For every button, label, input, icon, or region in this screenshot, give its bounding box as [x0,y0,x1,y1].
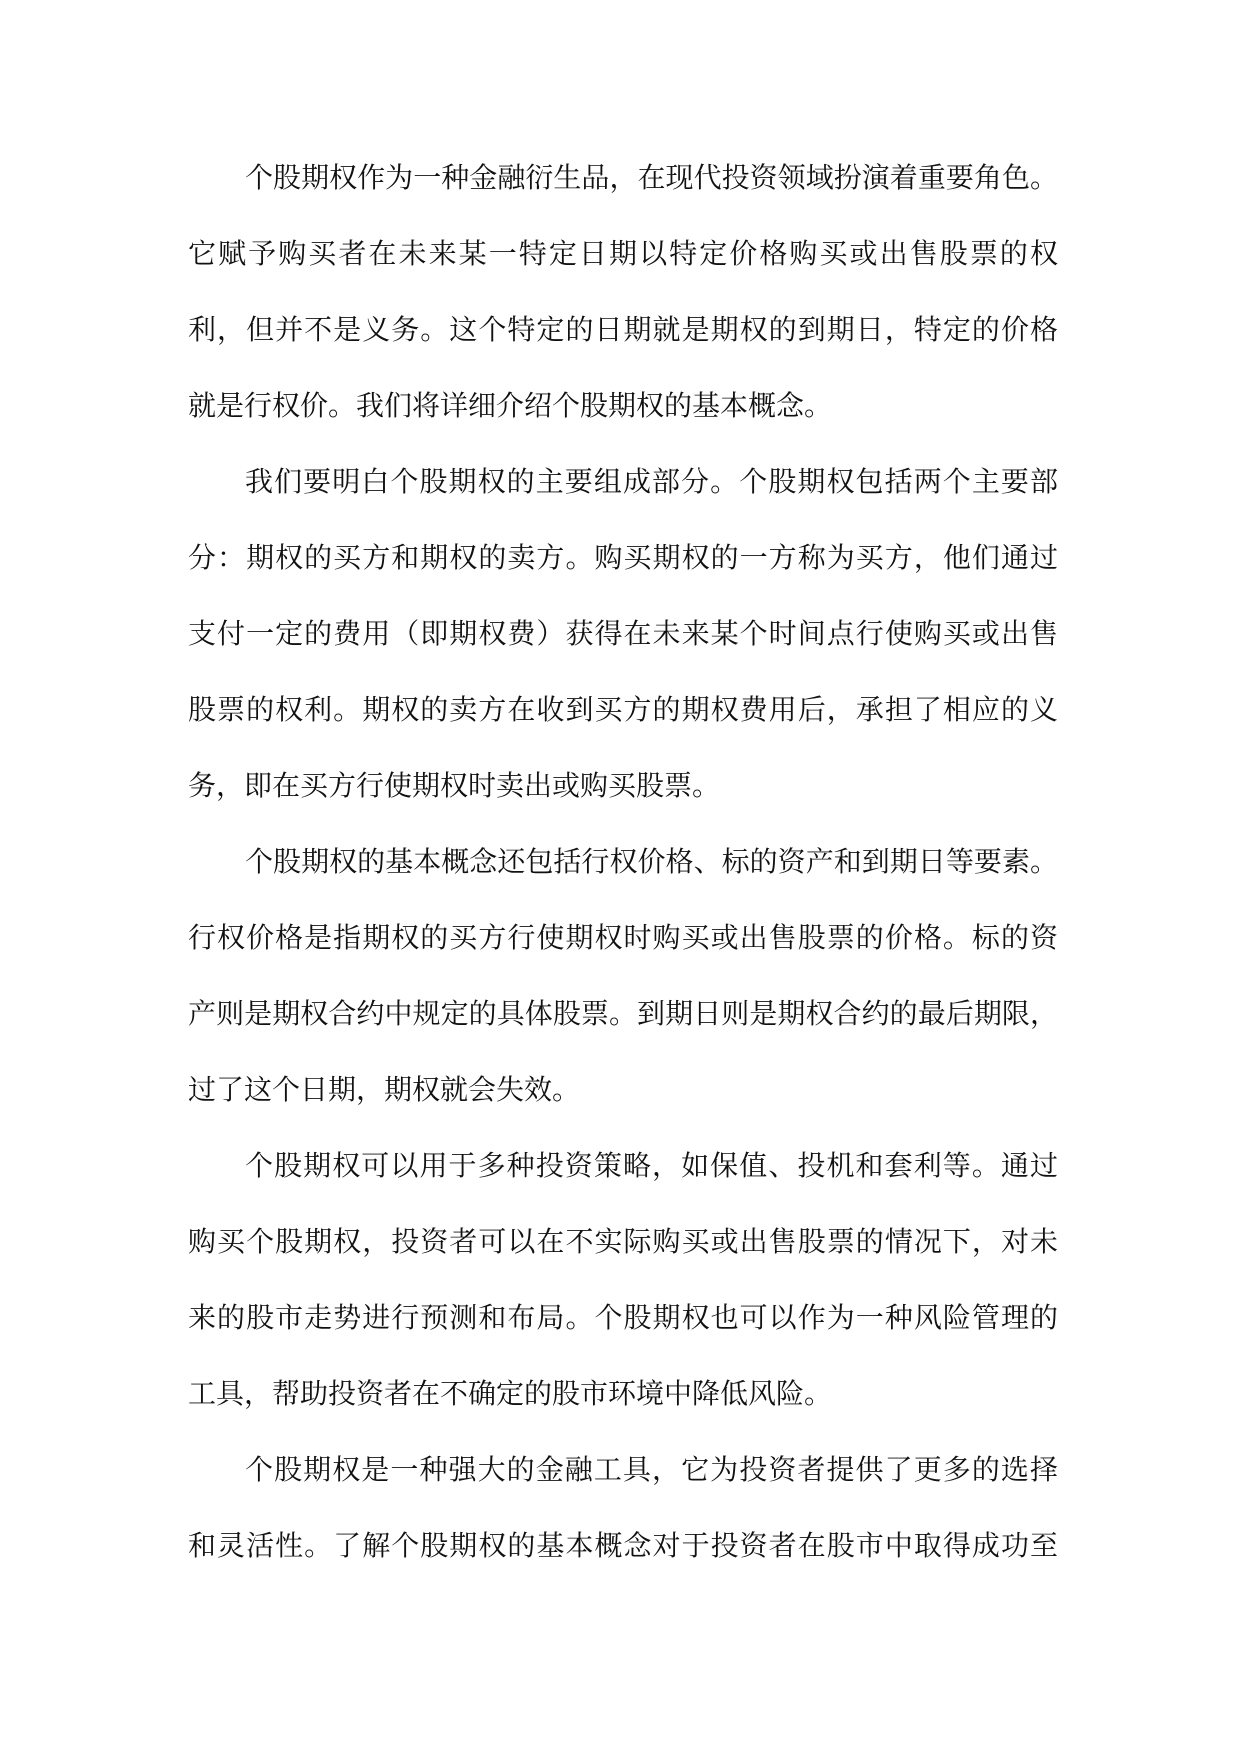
text-line: 来的股市走势进行预测和布局。个股期权也可以作为一种风险管理的 [188,1301,1058,1334]
text-line: 工具，帮助投资者在不确定的股市环境中降低风险。 [188,1377,833,1410]
text-line: 个股期权的基本概念还包括行权价格、标的资产和到期日等要素。 [245,845,1058,878]
text-line: 个股期权是一种强大的金融工具，它为投资者提供了更多的选择 [245,1453,1058,1486]
text-line: 个股期权可以用于多种投资策略，如保值、投机和套利等。通过 [245,1149,1058,1182]
paragraph [188,140,1058,444]
paragraph [188,1432,1058,1584]
paragraph [188,444,1058,824]
text-line: 务，即在买方行使期权时卖出或购买股票。 [188,769,721,802]
text-line: 股票的权利。期权的卖方在收到买方的期权费用后，承担了相应的义 [188,693,1058,726]
paragraph [188,1128,1058,1432]
paragraph [188,824,1058,1128]
text-line: 过了这个日期，期权就会失效。 [188,1073,581,1106]
text-line: 利，但并不是义务。这个特定的日期就是期权的到期日，特定的价格 [188,313,1058,346]
text-line: 和灵活性。了解个股期权的基本概念对于投资者在股市中取得成功至 [188,1529,1058,1562]
document-body [188,140,1058,1584]
text-line: 它赋予购买者在未来某一特定日期以特定价格购买或出售股票的权 [188,237,1058,270]
text-line: 我们要明白个股期权的主要组成部分。个股期权包括两个主要部 [245,465,1058,498]
text-line: 产则是期权合约中规定的具体股票。到期日则是期权合约的最后期限， [188,997,1058,1030]
text-line: 购买个股期权，投资者可以在不实际购买或出售股票的情况下，对未 [188,1225,1058,1258]
text-line: 行权价格是指期权的买方行使期权时购买或出售股票的价格。标的资 [188,921,1058,954]
text-line: 分：期权的买方和期权的卖方。购买期权的一方称为买方，他们通过 [188,541,1058,574]
text-line: 个股期权作为一种金融衍生品，在现代投资领域扮演着重要角色。 [245,161,1058,194]
text-line: 支付一定的费用（即期权费）获得在未来某个时间点行使购买或出售 [188,617,1058,650]
text-line: 就是行权价。我们将详细介绍个股期权的基本概念。 [188,389,833,422]
